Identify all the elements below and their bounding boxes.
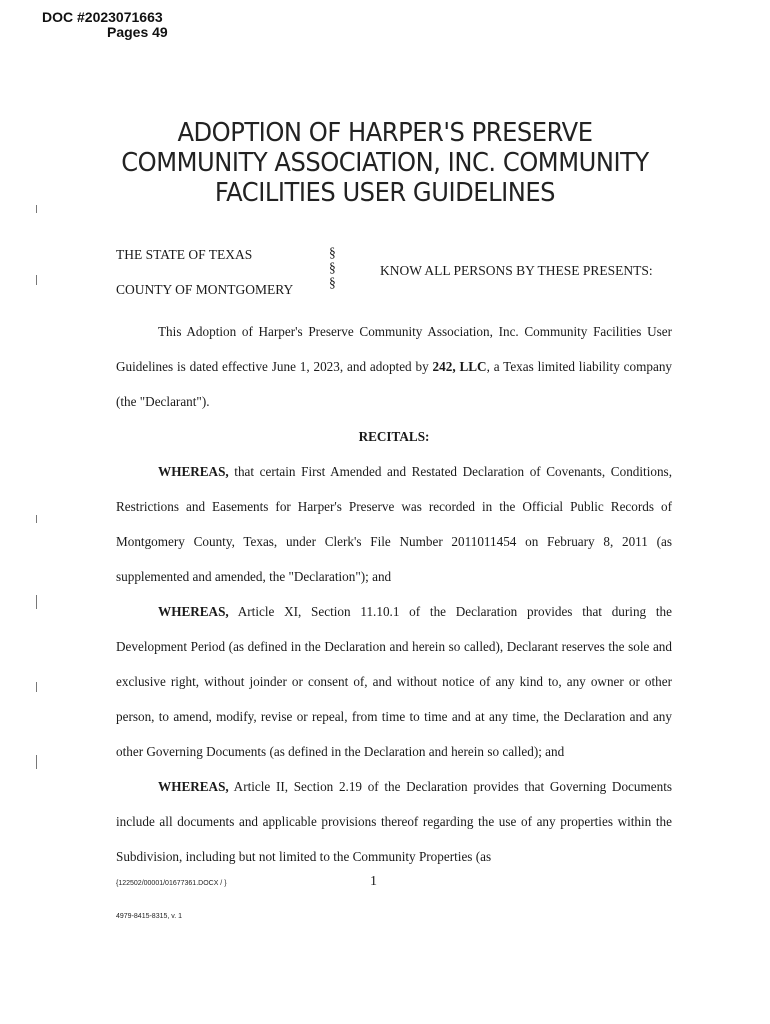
margin-mark: [36, 755, 37, 769]
document-number: DOC #2023071663: [42, 9, 163, 25]
title-line-2: COMMUNITY ASSOCIATION, INC. COMMUNITY: [121, 148, 649, 178]
whereas-paragraph-3: [116, 769, 672, 874]
intro-text-c: , a Texas limited liability company (the "Declarant").: [116, 359, 673, 409]
footer-reference: {122502/00001/01677361.DOCX / }: [116, 880, 227, 887]
know-all-persons: KNOW ALL PERSONS BY THESE PRESENTS:: [380, 263, 653, 278]
whereas-text-3: Article II, Section 2.19 of the Declaration provides that Governing Documents include all documents and applicable provisions thereof regarding the use of any properties within the Subdivision, including but not limited to the Community Properties (as: [116, 779, 672, 864]
margin-mark: [36, 515, 37, 523]
whereas-label: WHEREAS,: [158, 464, 229, 479]
page-count: Pages 49: [107, 24, 168, 40]
declarant-name: 242, LLC: [432, 359, 487, 374]
margin-mark: [36, 682, 37, 692]
whereas-label: WHEREAS,: [158, 779, 229, 794]
whereas-text-1: that certain First Amended and Restated Declaration of Covenants, Conditions, Restrictions and Easements for Harper's Preserve was recorded in the Official Public Records of Montgomery County, Texas, under Clerk's File Number 2011011454 on February 8, 2011 (as supplemented and amended, the "Declaration"); and: [116, 464, 672, 584]
title-line-1: ADOPTION OF HARPER'S PRESERVE: [177, 118, 593, 148]
intro-text-a: This Adoption of Harper's Preserve Community Association, Inc. Community Facilities User Guidelines is dated effective June 1, 2023, and adopted by: [116, 324, 672, 374]
margin-mark: [36, 595, 37, 609]
county-label: COUNTY OF MONTGOMERY: [116, 282, 294, 297]
caption-block: [116, 245, 676, 305]
document-body: [116, 314, 672, 874]
margin-mark: [36, 205, 37, 213]
page-number: 1: [370, 874, 377, 889]
document-title: [92, 118, 678, 208]
whereas-text-2: Article XI, Section 11.10.1 of the Declaration provides that during the Development Period (as defined in the Declaration and herein so called), Declarant reserves the sole and exclusive right, without joinder or consent of, and without notice of any kind to, any owner or other person, to amend, modify, revise or repeal, from time to time and at any time, the Declaration and any other Governing Documents (as defined in the Declaration and herein so called); and: [116, 604, 672, 759]
whereas-paragraph-2: [116, 594, 672, 769]
intro-paragraph: [116, 314, 672, 419]
section-marks: § § §: [329, 245, 336, 290]
footer-version: 4979-8415-8315, v. 1: [116, 913, 183, 920]
title-line-3: FACILITIES USER GUIDELINES: [214, 178, 556, 208]
margin-mark: [36, 275, 37, 285]
recitals-heading: RECITALS:: [358, 429, 430, 444]
state-label: THE STATE OF TEXAS: [116, 247, 253, 262]
whereas-paragraph-1: [116, 454, 672, 594]
document-stamp: [42, 10, 168, 40]
whereas-label: WHEREAS,: [158, 604, 229, 619]
